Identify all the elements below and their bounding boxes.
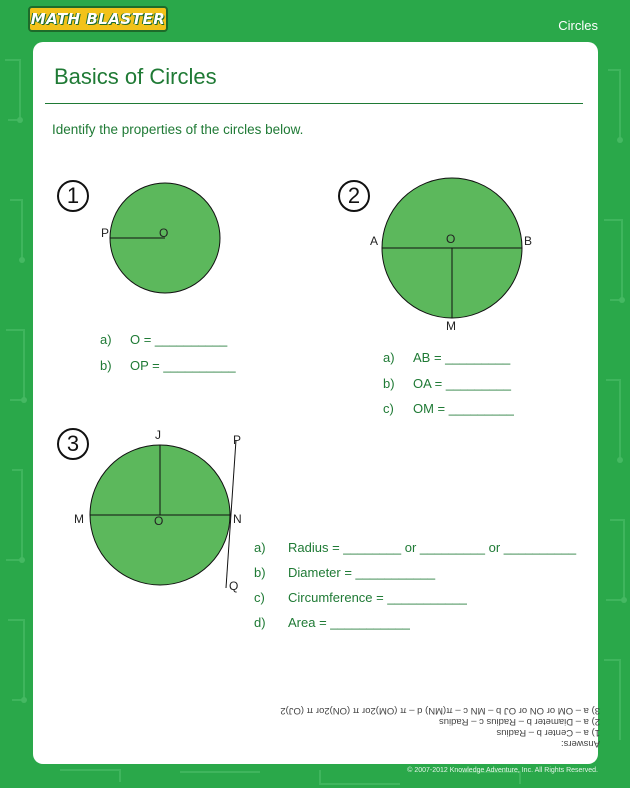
point-m-label: M — [74, 512, 84, 526]
problem-2-number: 2 — [338, 180, 370, 212]
topic-label: Circles — [558, 18, 598, 33]
answer-key — [200, 705, 600, 749]
point-o-label: O — [159, 226, 169, 240]
question-3b: b) Diameter = ___________ — [254, 565, 436, 580]
instruction-text: Identify the properties of the circles below. — [52, 122, 304, 137]
answers-heading: Answers: — [560, 738, 600, 749]
point-q-label: Q — [229, 579, 239, 593]
point-p-label: P — [101, 226, 110, 240]
question-2b: b) OA = _________ — [383, 376, 511, 391]
point-b-label: B — [524, 234, 533, 248]
problem-3-number: 3 — [57, 428, 89, 460]
point-o-label: O — [446, 232, 456, 246]
point-a-label: A — [370, 234, 379, 248]
math-blaster-logo: MATH BLASTER — [28, 6, 168, 32]
copyright-notice: © 2007-2012 Knowledge Adventure, Inc. All Rights Reserved. — [407, 767, 598, 774]
question-3a: a) Radius = ________ or _________ or __________ — [254, 540, 577, 555]
answers-line-1: 1) a – Center b – Radius — [496, 727, 600, 738]
answers-line-2: 2) a – Diameter b – Radius c – Radius — [438, 716, 600, 727]
page-title: Basics of Circles — [54, 64, 217, 89]
circle-2-figure — [382, 178, 522, 318]
question-2c: c) OM = _________ — [383, 401, 514, 416]
question-3d: d) Area = ___________ — [254, 615, 410, 630]
question-1a: a) O = __________ — [100, 332, 228, 347]
problem-1-number: 1 — [57, 180, 89, 212]
point-j-label: J — [155, 428, 161, 442]
question-3c: c) Circumference = ___________ — [254, 590, 467, 605]
answers-line-3: 3) a – OM or ON or OJ b – MN c – π(MN) d – π (OM)2or π (ON)2or π (OJ)2 — [280, 705, 600, 716]
point-o-label: O — [154, 514, 164, 528]
question-2a: a) AB = _________ — [383, 350, 511, 365]
question-1b: b) OP = __________ — [100, 358, 236, 373]
point-m-label: M — [446, 319, 456, 333]
point-p-label: P — [233, 433, 242, 447]
point-n-label: N — [233, 512, 242, 526]
